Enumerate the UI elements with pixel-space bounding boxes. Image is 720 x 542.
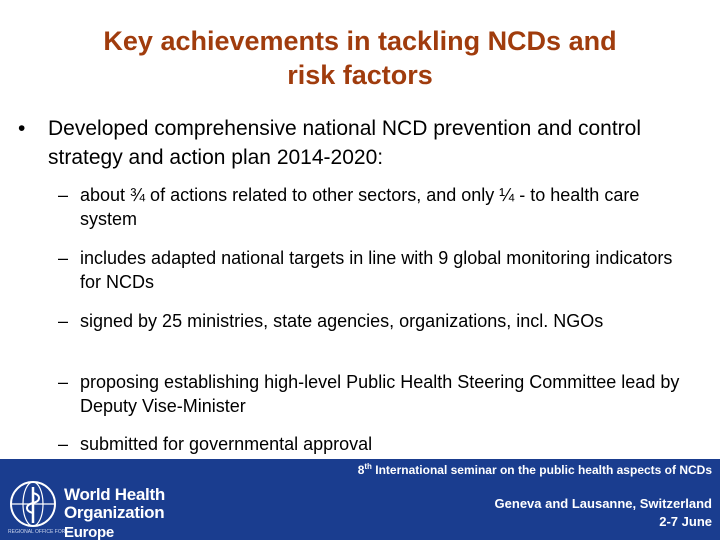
main-bullet	[18, 114, 708, 172]
bullet-marker: •	[18, 117, 26, 140]
slide-title-line-2: risk factors	[287, 60, 433, 90]
sub-bullet-sectors	[58, 183, 698, 231]
venue-dates: 2-7 June	[659, 514, 712, 529]
sub-bullet-signatories	[58, 309, 698, 333]
venue-location: Geneva and Lausanne, Switzerland	[494, 496, 712, 511]
sub-bullet-text: includes adapted national targets in line with 9 global monitoring indicators for NCDs	[80, 248, 673, 292]
seminar-title	[358, 462, 712, 477]
sub-bullet-marker: –	[58, 434, 69, 454]
sub-bullet-marker: –	[58, 248, 69, 268]
sub-bullet-approval	[58, 432, 698, 456]
sub-bullet-targets	[58, 246, 698, 294]
sub-bullet-text: proposing establishing high-level Public Health Steering Committee lead by Deputy Vise-Minister	[80, 372, 680, 416]
sub-bullet-marker: –	[58, 372, 69, 392]
org-region: Europe	[64, 524, 114, 541]
regional-office-label: REGIONAL OFFICE FOR	[8, 529, 66, 535]
seminar-ordinal: 8	[357, 463, 365, 477]
sub-bullet-marker: –	[58, 311, 69, 331]
slide-title-line-1: Key achievements in tackling NCDs and	[103, 26, 617, 56]
seminar-text: International seminar on the public health aspects of NCDs	[371, 463, 712, 477]
sub-bullet-committee	[58, 370, 698, 418]
sub-bullet-text: about ¾ of actions related to other sectors, and only ¼ - to health care system	[80, 185, 640, 229]
venue-info	[495, 495, 712, 531]
seminar-ordinal-suffix: th	[364, 462, 372, 471]
slide-title	[40, 24, 680, 92]
who-emblem-icon	[8, 479, 58, 529]
org-name-line-1: World Health	[64, 485, 165, 504]
sub-bullet-marker: –	[58, 185, 69, 205]
org-name-line-2: Organization	[64, 503, 165, 522]
footer-band	[0, 459, 720, 540]
sub-bullet-text: submitted for governmental approval	[80, 434, 373, 454]
main-bullet-text: Developed comprehensive national NCD prevention and control strategy and action plan 2014-2020:	[48, 117, 642, 169]
who-logo	[8, 469, 168, 541]
sub-bullet-text: signed by 25 ministries, state agencies, organizations, incl. NGOs	[80, 311, 604, 331]
